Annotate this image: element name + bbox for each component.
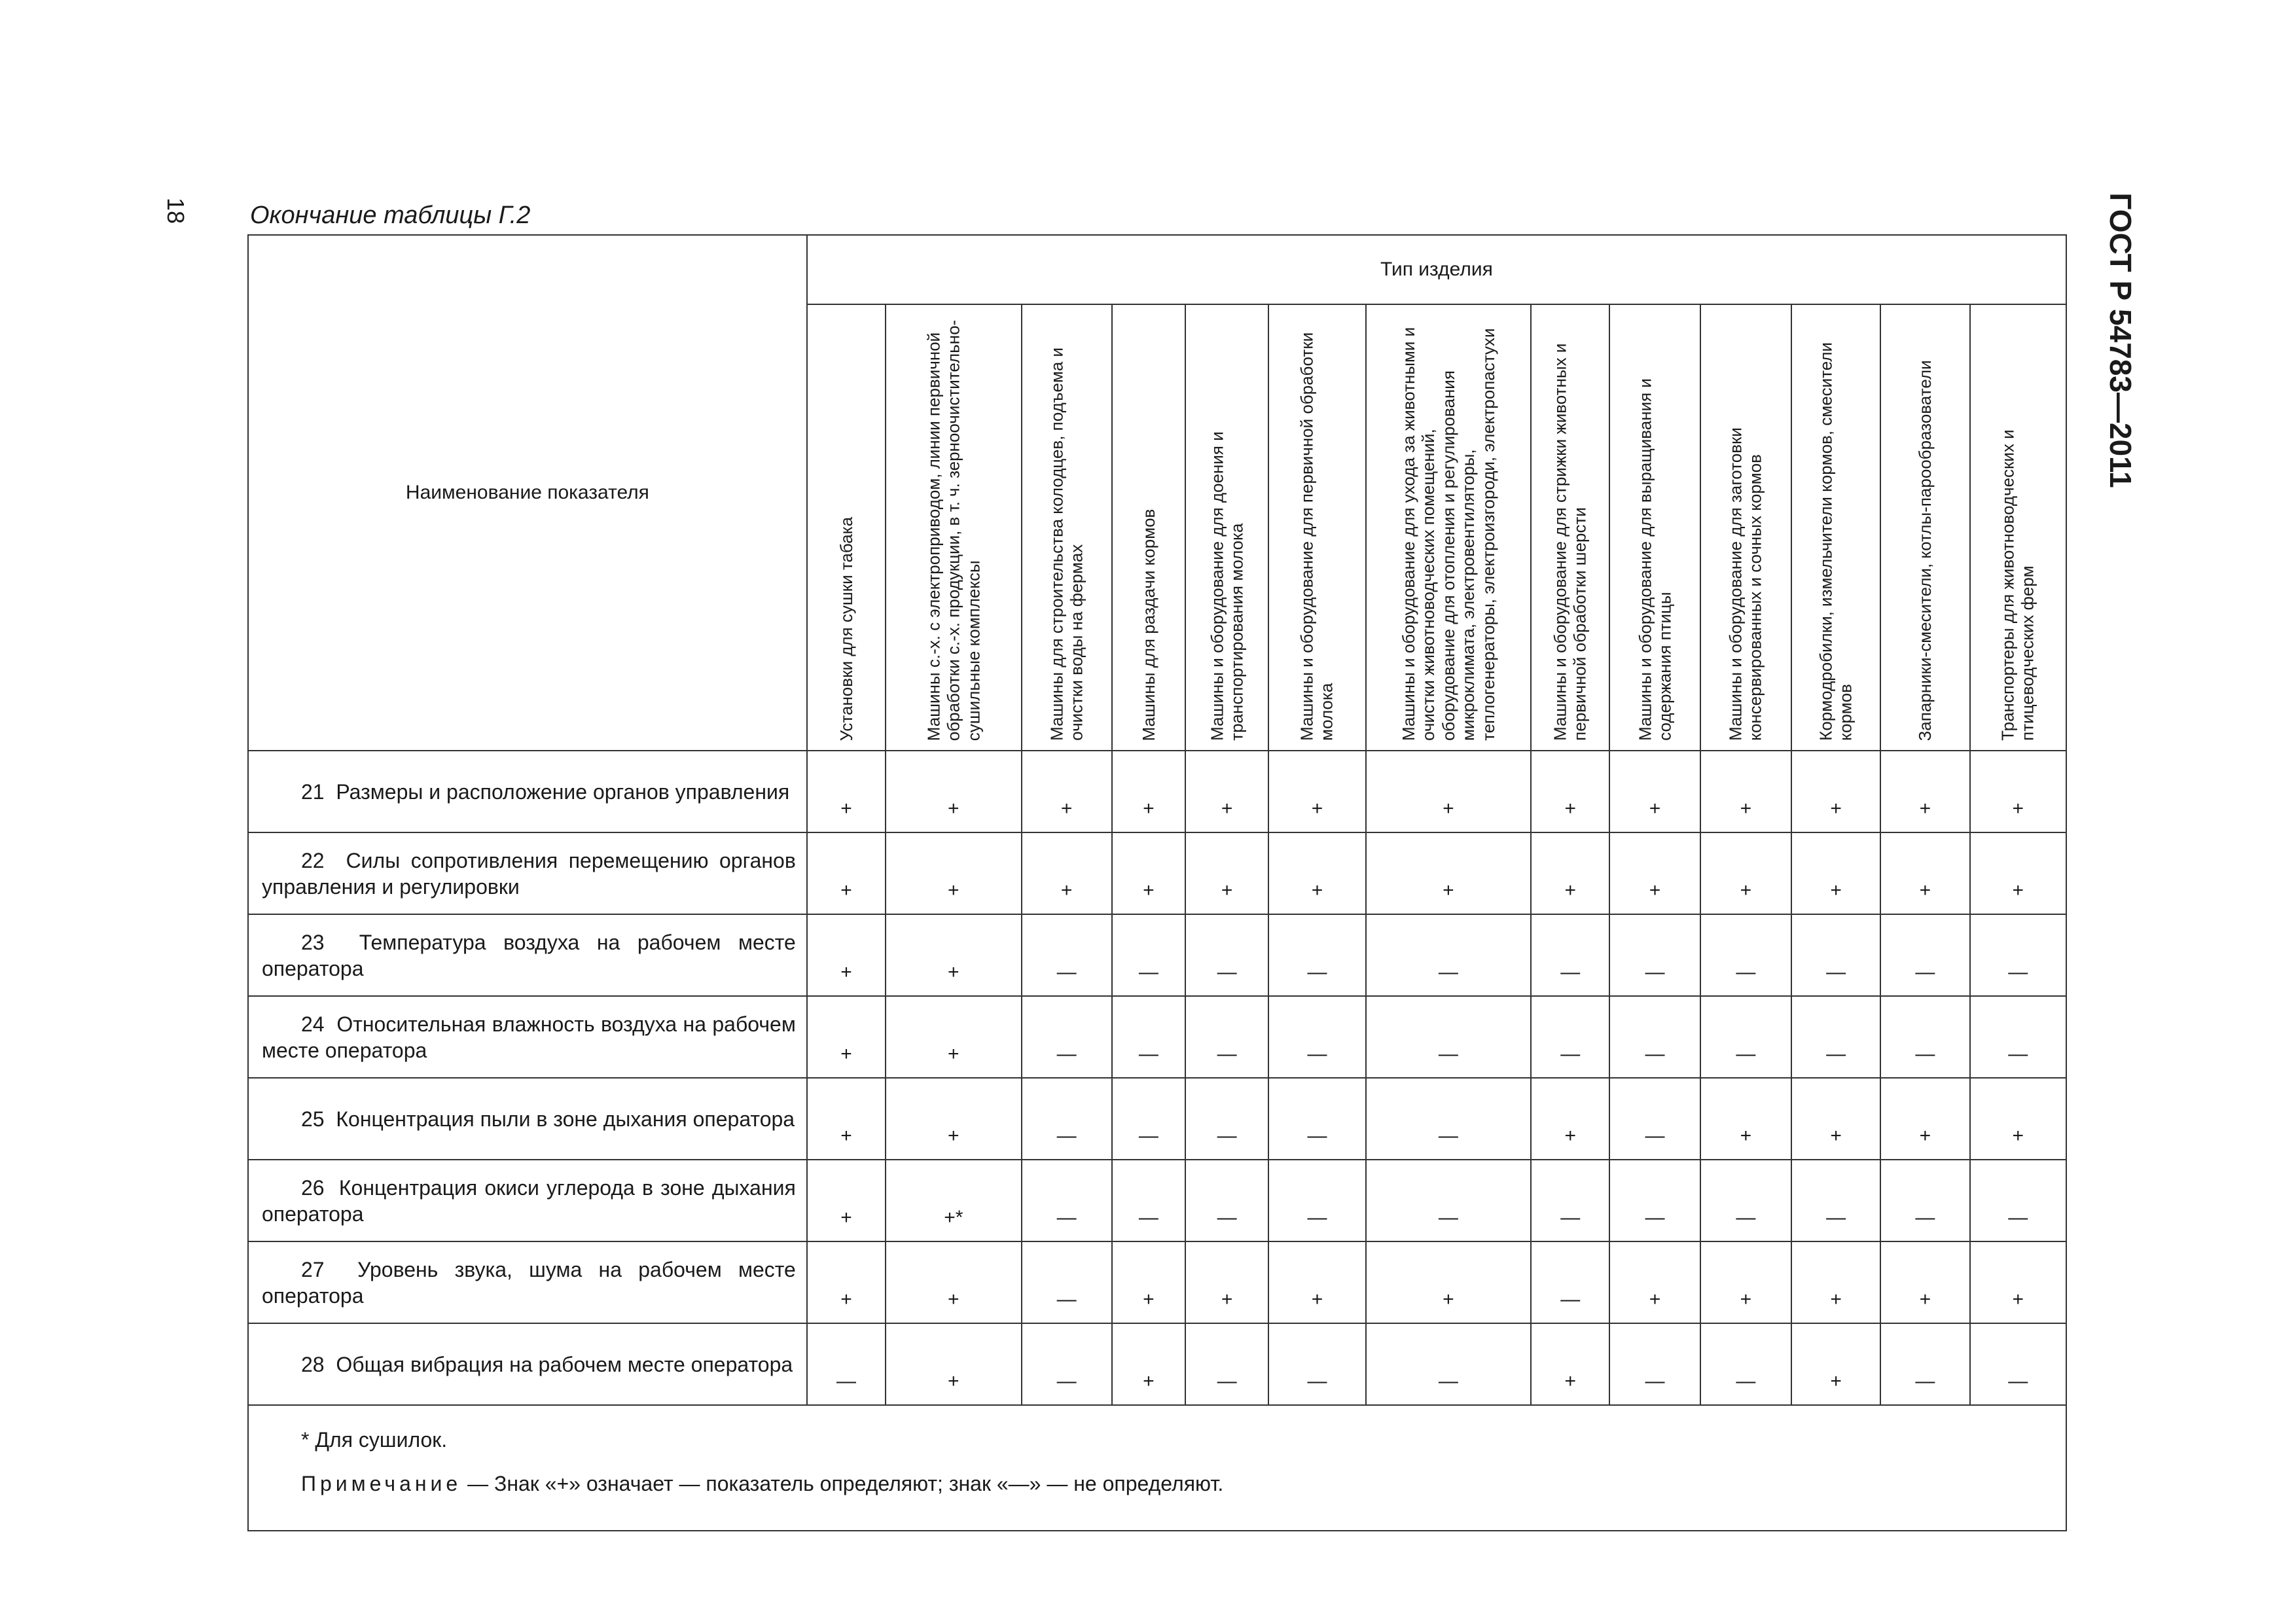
value-cell: + <box>807 996 886 1078</box>
column-header <box>886 304 1021 751</box>
column-header <box>1880 304 1969 751</box>
column-header <box>1531 304 1609 751</box>
value-cell: + <box>1791 1323 1880 1405</box>
value-cell: — <box>1268 996 1365 1078</box>
value-cell: + <box>1880 1241 1969 1323</box>
value-cell: + <box>807 1078 886 1160</box>
value-cell: + <box>1609 832 1700 914</box>
value-cell: + <box>1700 832 1791 914</box>
column-header-label: Машины с.-х. с электроприводом, линии первичной обработки с.-х. продукции, в т. ч. зерноочистительно-сушильные комплексы <box>924 319 983 741</box>
column-header <box>807 304 886 751</box>
value-cell: — <box>1531 1241 1609 1323</box>
value-cell: + <box>886 914 1021 996</box>
value-cell: — <box>1268 1078 1365 1160</box>
value-cell: — <box>1112 996 1185 1078</box>
value-cell: + <box>886 1323 1021 1405</box>
indicator-cell <box>248 914 807 996</box>
value-cell: + <box>1531 832 1609 914</box>
value-cell: — <box>1880 1160 1969 1241</box>
indicator-name: Относительная влажность воздуха на рабочем месте оператора <box>262 1012 796 1062</box>
value-cell: — <box>1880 996 1969 1078</box>
value-cell: — <box>1366 1078 1532 1160</box>
table-caption: Окончание таблицы Г.2 <box>250 202 531 229</box>
value-cell: — <box>1880 1323 1969 1405</box>
indicators-table <box>247 234 2067 1531</box>
value-cell: — <box>1531 1160 1609 1241</box>
indicator-cell <box>248 1323 807 1405</box>
value-cell: — <box>1185 1160 1268 1241</box>
indicator-number: 28 <box>301 1352 325 1376</box>
value-cell: + <box>1700 751 1791 832</box>
table-row <box>248 751 2066 832</box>
value-cell: — <box>1531 996 1609 1078</box>
value-cell: + <box>807 1160 886 1241</box>
value-cell: + <box>1880 832 1969 914</box>
value-cell: — <box>1022 1160 1112 1241</box>
value-cell: + <box>807 1241 886 1323</box>
value-cell: + <box>1366 1241 1532 1323</box>
note <box>301 1472 2066 1496</box>
table-row <box>248 1241 2066 1323</box>
value-cell: — <box>1791 996 1880 1078</box>
value-cell: + <box>1791 751 1880 832</box>
notes-row <box>248 1405 2066 1531</box>
value-cell: + <box>1366 751 1532 832</box>
value-cell: — <box>1022 1078 1112 1160</box>
value-cell: — <box>1970 1323 2066 1405</box>
value-cell: + <box>1185 751 1268 832</box>
value-cell: + <box>1791 832 1880 914</box>
column-header <box>1791 304 1880 751</box>
value-cell: + <box>886 832 1021 914</box>
note-label: Примечание <box>301 1472 462 1495</box>
value-cell: — <box>1970 914 2066 996</box>
value-cell: — <box>1791 1160 1880 1241</box>
value-cell: — <box>1022 914 1112 996</box>
value-cell: + <box>886 1241 1021 1323</box>
value-cell: — <box>1268 1160 1365 1241</box>
value-cell: + <box>1531 1078 1609 1160</box>
column-header-label: Машины и оборудование для доения и транспортирования молока <box>1207 431 1247 741</box>
value-cell: — <box>1185 1078 1268 1160</box>
indicator-number: 25 <box>301 1107 325 1131</box>
value-cell: — <box>1609 1323 1700 1405</box>
value-cell: + <box>1112 1241 1185 1323</box>
indicator-number: 27 <box>301 1257 325 1281</box>
table-body <box>248 751 2066 1405</box>
value-cell: + <box>1185 1241 1268 1323</box>
value-cell: + <box>1700 1241 1791 1323</box>
indicator-cell <box>248 1241 807 1323</box>
product-type-header: Тип изделия <box>807 235 2066 304</box>
table-row <box>248 914 2066 996</box>
standard-code: ГОСТ Р 54783—2011 <box>2104 192 2138 488</box>
value-cell: + <box>1531 751 1609 832</box>
value-cell: — <box>1700 1323 1791 1405</box>
column-header-label: Машины для строительства колодцев, подъема и очистки воды на фермах <box>1047 348 1086 741</box>
table-row <box>248 1078 2066 1160</box>
value-cell: + <box>1022 751 1112 832</box>
indicator-number: 24 <box>301 1012 325 1036</box>
value-cell: + <box>1970 751 2066 832</box>
value-cell: + <box>1970 1241 2066 1323</box>
value-cell: — <box>1609 1078 1700 1160</box>
value-cell: + <box>886 1078 1021 1160</box>
value-cell: + <box>1791 1241 1880 1323</box>
page-number: 18 <box>162 197 189 224</box>
value-cell: + <box>1609 1241 1700 1323</box>
value-cell: + <box>807 832 886 914</box>
value-cell: — <box>1268 1323 1365 1405</box>
indicator-cell <box>248 1078 807 1160</box>
value-cell: — <box>1112 914 1185 996</box>
indicator-name: Общая вибрация на рабочем месте оператора <box>336 1352 793 1376</box>
indicator-cell <box>248 1160 807 1241</box>
header-row-group <box>248 235 2066 304</box>
indicator-number: 21 <box>301 779 325 804</box>
column-header <box>1185 304 1268 751</box>
column-header <box>1970 304 2066 751</box>
value-cell: + <box>1185 832 1268 914</box>
value-cell: — <box>1609 914 1700 996</box>
value-cell: — <box>1366 1323 1532 1405</box>
value-cell: + <box>1791 1078 1880 1160</box>
value-cell: + <box>1970 832 2066 914</box>
value-cell: + <box>1880 751 1969 832</box>
column-header-label: Машины и оборудование для выращивания и содержания птицы <box>1635 378 1675 741</box>
name-column-header: Наименование показателя <box>248 235 807 751</box>
column-header-label: Транспортеры для животноводческих и птицеводческих ферм <box>1998 429 2038 741</box>
note-text: — Знак «+» означает — показатель определяют; знак «—» — не определяют. <box>461 1472 1224 1495</box>
column-header <box>1609 304 1700 751</box>
value-cell: — <box>1112 1160 1185 1241</box>
value-cell: + <box>1531 1323 1609 1405</box>
value-cell: + <box>1112 832 1185 914</box>
table-row <box>248 1160 2066 1241</box>
value-cell: — <box>1366 914 1532 996</box>
value-cell: — <box>1366 1160 1532 1241</box>
column-header <box>1366 304 1532 751</box>
notes-cell <box>248 1405 2066 1531</box>
column-header <box>1022 304 1112 751</box>
column-header <box>1268 304 1365 751</box>
value-cell: + <box>1022 832 1112 914</box>
column-header-label: Машины и оборудование для заготовки консервированных и сочных кормов <box>1725 427 1766 741</box>
value-cell: — <box>1022 1323 1112 1405</box>
value-cell: — <box>1366 996 1532 1078</box>
column-header-label: Машины и оборудование для ухода за животными и очистки животноводческих помещений, оборудование для отопления и регулирования микроклимата, электровентиляторы, теплогенераторы, электроизгороди, электропастухи <box>1398 327 1498 741</box>
value-cell: — <box>1531 914 1609 996</box>
value-cell: — <box>1970 996 2066 1078</box>
indicator-name: Температура воздуха на рабочем месте оператора <box>262 930 796 980</box>
value-cell: + <box>1880 1078 1969 1160</box>
indicator-name: Концентрация пыли в зоне дыхания оператора <box>336 1107 795 1131</box>
table-row <box>248 832 2066 914</box>
value-cell: — <box>1700 1160 1791 1241</box>
value-cell: — <box>1268 914 1365 996</box>
value-cell: + <box>1366 832 1532 914</box>
value-cell: + <box>807 751 886 832</box>
value-cell: — <box>1700 996 1791 1078</box>
indicator-name: Силы сопротивления перемещению органов управления и регулировки <box>262 848 796 899</box>
value-cell: + <box>1268 1241 1365 1323</box>
indicator-number: 22 <box>301 848 325 872</box>
table-row <box>248 996 2066 1078</box>
value-cell: + <box>1112 1323 1185 1405</box>
value-cell: + <box>1700 1078 1791 1160</box>
value-cell: +* <box>886 1160 1021 1241</box>
value-cell: + <box>1970 1078 2066 1160</box>
value-cell: — <box>807 1323 886 1405</box>
value-cell: — <box>1185 914 1268 996</box>
value-cell: — <box>1609 996 1700 1078</box>
column-header <box>1700 304 1791 751</box>
indicator-cell <box>248 751 807 832</box>
value-cell: + <box>886 996 1021 1078</box>
value-cell: + <box>1609 751 1700 832</box>
indicator-name: Уровень звука, шума на рабочем месте оператора <box>262 1257 796 1308</box>
value-cell: — <box>1022 996 1112 1078</box>
column-header-label: Запарники-смесители, котлы-парообразователи <box>1915 359 1935 741</box>
column-header <box>1112 304 1185 751</box>
column-header-label: Машины для раздачи кормов <box>1138 508 1158 741</box>
value-cell: — <box>1880 914 1969 996</box>
indicator-number: 23 <box>301 930 325 954</box>
value-cell: — <box>1022 1241 1112 1323</box>
column-header-label: Установки для сушки табака <box>836 516 856 741</box>
value-cell: — <box>1700 914 1791 996</box>
value-cell: + <box>1112 751 1185 832</box>
indicator-cell <box>248 832 807 914</box>
column-header-label: Машины и оборудование для первичной обработки молока <box>1297 332 1337 741</box>
value-cell: + <box>1268 751 1365 832</box>
value-cell: — <box>1791 914 1880 996</box>
value-cell: + <box>1268 832 1365 914</box>
footnote: * Для сушилок. <box>301 1428 448 1452</box>
value-cell: — <box>1609 1160 1700 1241</box>
value-cell: — <box>1970 1160 2066 1241</box>
value-cell: — <box>1185 996 1268 1078</box>
value-cell: — <box>1185 1323 1268 1405</box>
value-cell: + <box>807 914 886 996</box>
value-cell: — <box>1112 1078 1185 1160</box>
column-header-label: Кормодробилки, измельчители кормов, смесители кормов <box>1816 342 1856 741</box>
indicator-number: 26 <box>301 1175 325 1200</box>
indicator-name: Концентрация окиси углерода в зоне дыхания оператора <box>262 1175 796 1226</box>
column-header-label: Машины и оборудование для стрижки животных и первичной обработки шерсти <box>1550 343 1590 741</box>
indicator-cell <box>248 996 807 1078</box>
value-cell: + <box>886 751 1021 832</box>
indicator-name: Размеры и расположение органов управления <box>336 779 790 804</box>
table-row <box>248 1323 2066 1405</box>
